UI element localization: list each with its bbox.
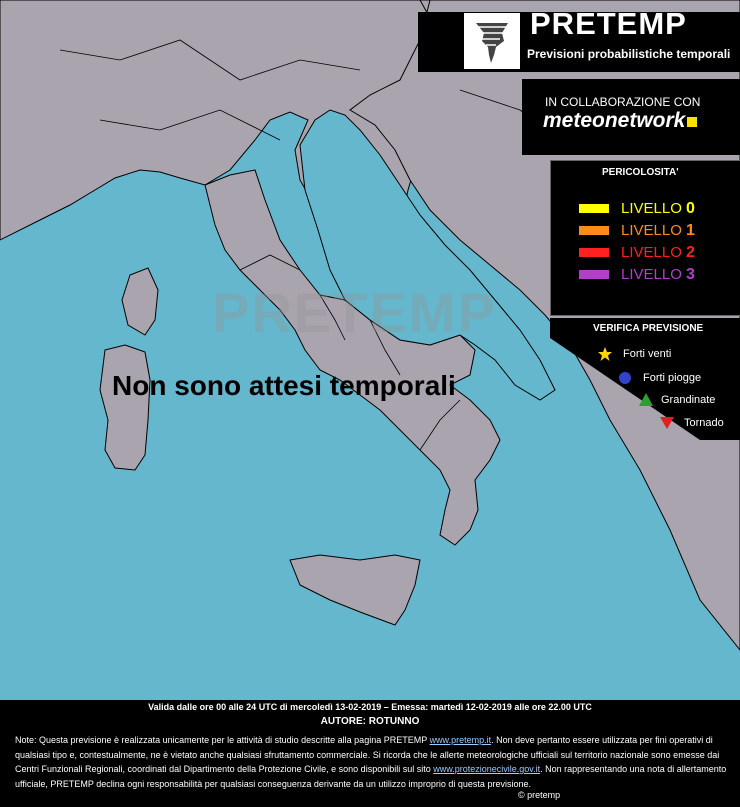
- star-icon: [598, 347, 612, 361]
- level-2: LIVELLO 2: [621, 244, 695, 261]
- level-3-swatch: [579, 270, 609, 279]
- collab-label: IN COLLABORAZIONE CON: [545, 95, 701, 109]
- validity-text: Valida dalle ore 00 alle 24 UTC di mercoledì 13-02-2019 – Emessa: martedì 12-02-2019 alle ore 22.00 UTC: [148, 702, 592, 712]
- level-0: LIVELLO 0: [621, 200, 695, 217]
- triangle-down-icon: [660, 416, 674, 430]
- logo-title: PRETEMP: [530, 6, 687, 41]
- copyright: © pretemp: [518, 790, 561, 800]
- verifica-forti-venti: Forti venti: [623, 348, 672, 360]
- level-1-swatch: [579, 226, 609, 235]
- pretemp-watermark: PRETEMP: [212, 281, 497, 344]
- verifica-tornado: Tornado: [684, 417, 724, 429]
- legend-title: PERICOLOSITA': [602, 167, 679, 178]
- verifica-title: VERIFICA PREVISIONE: [593, 323, 704, 334]
- level-2-swatch: [579, 248, 609, 257]
- level-1: LIVELLO 1: [621, 222, 695, 239]
- level-3: LIVELLO 3: [621, 266, 695, 283]
- verifica-forti-piogge: Forti piogge: [643, 372, 702, 384]
- level-0-swatch: [579, 204, 609, 213]
- land-sardinia: [100, 345, 150, 470]
- logo-subtitle: Previsioni probabilistiche temporali: [527, 47, 731, 61]
- disclaimer-note: Note: Questa previsione è realizzata unicamente per le attività di studio descritte alla pagina PRETEMP www.pretemp.it. Non deve pertanto essere utilizzata per fini operativi di qualsiasi tipo e, contestualmente, ne è vietato anche qualsiasi sfruttamento commerciale. Si ricorda che le allerte meteorologiche ufficiali sul territorio nazionale sono emesse dai Centri Funzionali Regionali, coordinati dal Dipartimento della Protezione Civile, e sono disponibili sul sito www.protezionecivile.gov.it. Non rappresentando una nota di allertamento ufficiale, PRETEMP declina ogni responsabilità per qualsiasi conseguenza derivante da un utilizzo improprio di questa previsione.: [15, 735, 727, 789]
- author-text: AUTORE: ROTUNNO: [320, 716, 420, 727]
- protezionecivile-link[interactable]: www.protezionecivile.gov.it: [433, 764, 541, 774]
- circle-icon: [618, 371, 632, 385]
- partner-name: meteonetwork: [543, 109, 686, 132]
- triangle-up-icon: [639, 393, 653, 407]
- pretemp-link[interactable]: www.pretemp.it: [429, 735, 492, 745]
- forecast-headline: Non sono attesi temporali: [112, 370, 456, 401]
- footer: [0, 700, 740, 807]
- partner-logo: [543, 109, 697, 133]
- partner-square-icon: [687, 117, 697, 127]
- tornado-icon: [464, 13, 520, 69]
- verifica-grandinate: Grandinate: [661, 394, 716, 406]
